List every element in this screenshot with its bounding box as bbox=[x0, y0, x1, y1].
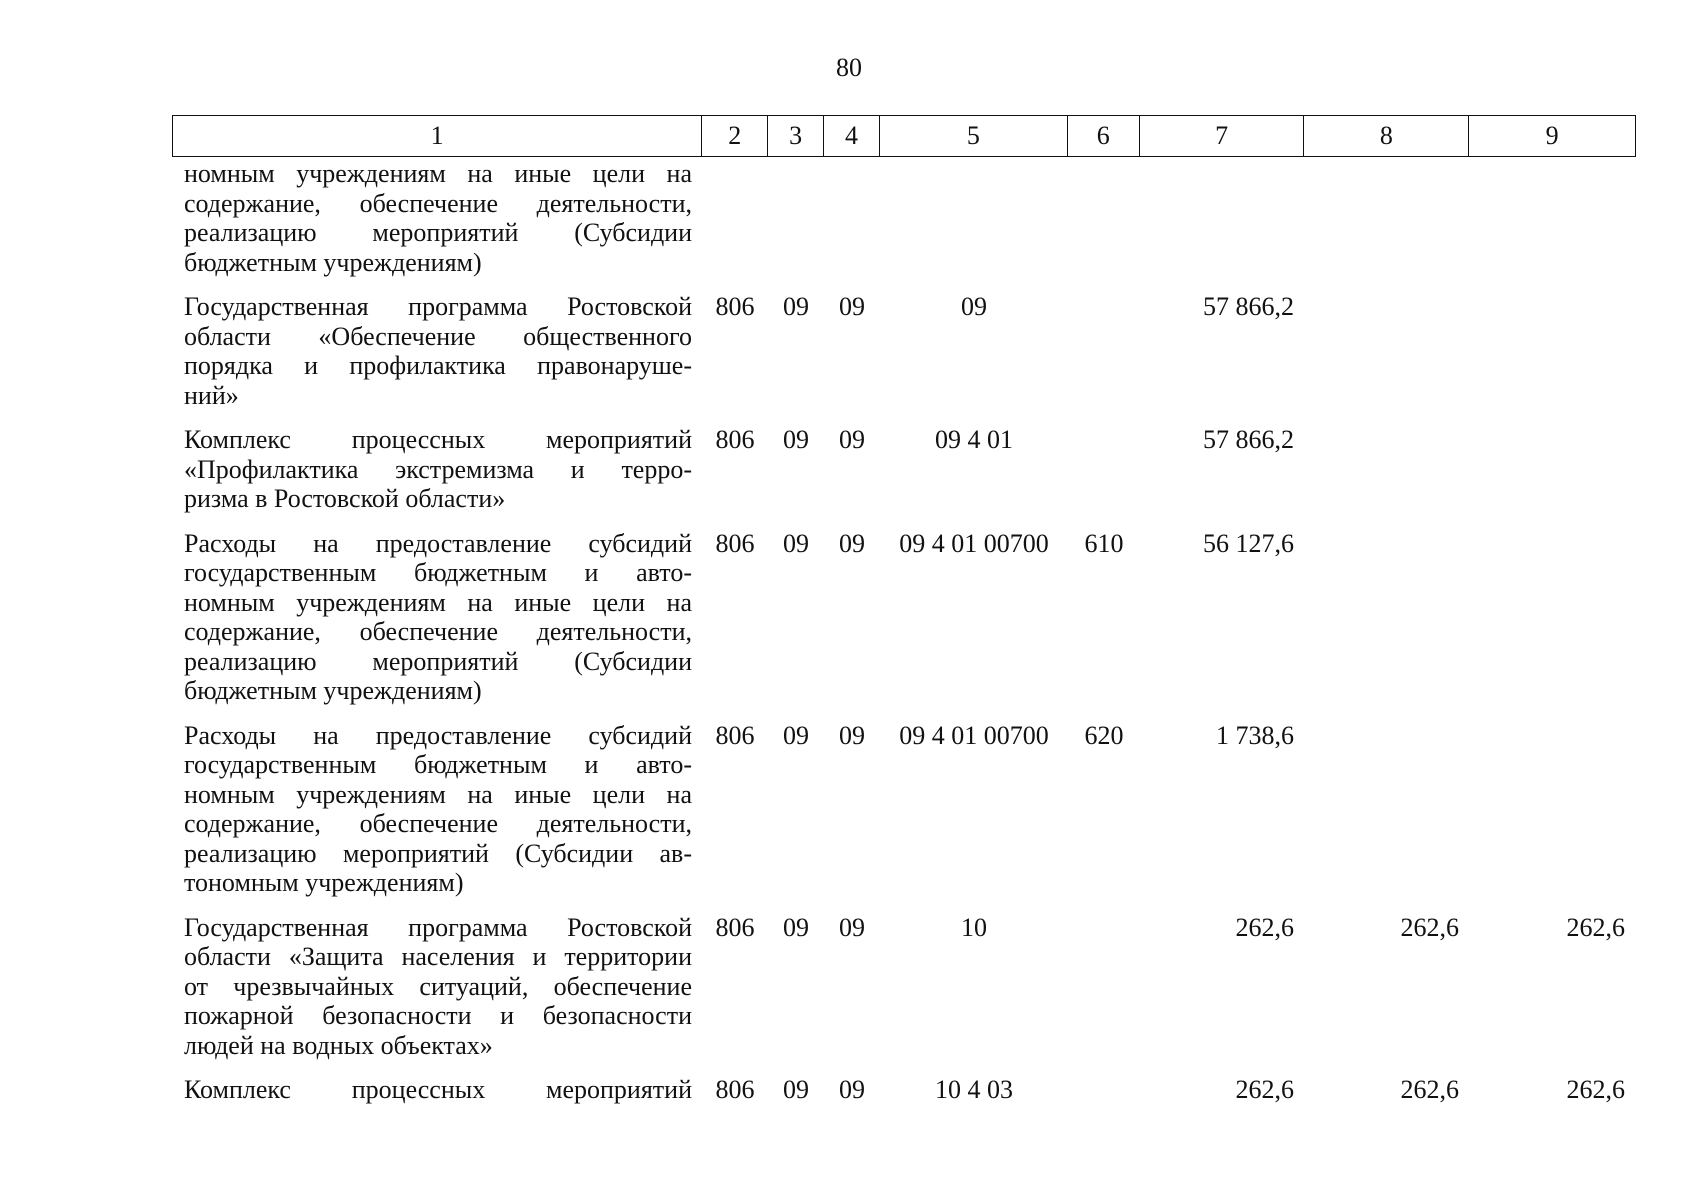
description-line: людей на водных объектах» bbox=[184, 1030, 493, 1060]
cell-subsection-code: 09 bbox=[839, 425, 865, 454]
description-line: номным учреждениям на иные цели на bbox=[184, 587, 692, 617]
cell-amount-col7 bbox=[1140, 159, 1305, 277]
table-header-row bbox=[172, 115, 1636, 157]
description-line: Государственная программа Ростовской bbox=[184, 912, 692, 942]
description-line: бюджетным учреждениям) bbox=[184, 676, 482, 705]
cell-amount-col8 bbox=[1305, 159, 1470, 277]
cell-amount-col9: 262,6 bbox=[1566, 912, 1625, 942]
cell-amount-col7: 56 127,6 bbox=[1203, 528, 1294, 558]
table-row bbox=[172, 425, 1636, 514]
cell-ministry-code: 806 bbox=[715, 292, 755, 321]
cell-section-code: 09 bbox=[783, 1075, 809, 1104]
budget-table bbox=[172, 115, 1636, 1105]
cell-amount-col8: 262,6 bbox=[1400, 912, 1459, 942]
description-line: порядка и профилактика правонаруше- bbox=[184, 351, 692, 380]
cell-subsection-code: 09 bbox=[839, 912, 865, 942]
row-description bbox=[172, 529, 702, 706]
description-line: реализацию мероприятий (Субсидии bbox=[184, 218, 692, 247]
description-line: Комплекс процессных мероприятий bbox=[184, 425, 692, 454]
description-line: содержание, обеспечение деятельности, bbox=[184, 809, 692, 838]
description-line: содержание, обеспечение деятельности, bbox=[184, 617, 692, 646]
cell-target-article: 10 4 03 bbox=[935, 1075, 1013, 1104]
cell-section-code bbox=[768, 159, 824, 277]
description-line: номным учреждениям на иные цели на bbox=[184, 779, 692, 809]
cell-target-article: 09 4 01 00700 bbox=[899, 528, 1049, 558]
cell-expense-type bbox=[1068, 913, 1140, 1061]
cell-section-code: 09 bbox=[783, 528, 809, 558]
description-line: Комплекс процессных мероприятий bbox=[184, 1075, 692, 1104]
cell-amount-col8 bbox=[1305, 425, 1470, 514]
description-line: Расходы на предоставление субсидий bbox=[184, 720, 692, 750]
column-header-4: 4 bbox=[824, 116, 880, 156]
cell-target-article: 09 bbox=[961, 292, 987, 321]
row-description bbox=[172, 425, 702, 514]
cell-section-code: 09 bbox=[783, 292, 809, 321]
column-header-6: 6 bbox=[1068, 116, 1140, 156]
cell-expense-type bbox=[1068, 1075, 1140, 1105]
cell-target-article: 10 bbox=[961, 912, 987, 942]
description-line: реализацию мероприятий (Субсидии ав- bbox=[184, 838, 692, 868]
cell-ministry-code: 806 bbox=[715, 425, 755, 454]
table-row bbox=[172, 292, 1636, 410]
page-number: 80 bbox=[836, 53, 862, 82]
cell-amount-col7: 57 866,2 bbox=[1203, 425, 1294, 454]
cell-amount-col9: 262,6 bbox=[1566, 1075, 1625, 1104]
description-line: области «Защита населения и территории bbox=[184, 942, 692, 971]
cell-amount-col9 bbox=[1470, 721, 1636, 898]
cell-amount-col9 bbox=[1470, 529, 1636, 706]
cell-amount-col7: 57 866,2 bbox=[1203, 292, 1294, 321]
row-description bbox=[172, 721, 702, 898]
description-line: государственным бюджетным и авто- bbox=[184, 558, 692, 587]
cell-amount-col8 bbox=[1305, 292, 1470, 410]
cell-ministry-code bbox=[702, 159, 768, 277]
cell-ministry-code: 806 bbox=[715, 720, 755, 750]
column-header-2: 2 bbox=[702, 116, 768, 156]
table-row bbox=[172, 529, 1636, 706]
cell-ministry-code: 806 bbox=[715, 912, 755, 942]
column-header-8: 8 bbox=[1304, 116, 1469, 156]
row-description bbox=[172, 292, 702, 410]
description-line: Государственная программа Ростовской bbox=[184, 292, 692, 321]
description-line: Расходы на предоставление субсидий bbox=[184, 528, 692, 558]
description-line: содержание, обеспечение деятельности, bbox=[184, 188, 692, 218]
row-description bbox=[172, 159, 702, 277]
table-row bbox=[172, 721, 1636, 898]
cell-amount-col8 bbox=[1305, 721, 1470, 898]
cell-amount-col8 bbox=[1305, 529, 1470, 706]
cell-target-article: 09 4 01 00700 bbox=[899, 720, 1049, 750]
description-line: ризма в Ростовской области» bbox=[184, 484, 506, 513]
cell-section-code: 09 bbox=[783, 912, 809, 942]
cell-target-article bbox=[880, 159, 1068, 277]
cell-ministry-code: 806 bbox=[715, 1075, 755, 1104]
cell-ministry-code: 806 bbox=[715, 528, 755, 558]
cell-target-article: 09 4 01 bbox=[935, 425, 1013, 454]
column-header-3: 3 bbox=[768, 116, 824, 156]
table-row bbox=[172, 1075, 1636, 1105]
description-line: «Профилактика экстремизма и терро- bbox=[184, 454, 692, 484]
cell-expense-type: 620 bbox=[1084, 720, 1124, 750]
cell-subsection-code: 09 bbox=[839, 292, 865, 321]
cell-expense-type bbox=[1068, 292, 1140, 410]
table-row bbox=[172, 159, 1636, 277]
cell-amount-col7: 1 738,6 bbox=[1216, 720, 1294, 750]
cell-amount-col9 bbox=[1470, 425, 1636, 514]
description-line: номным учреждениям на иные цели на bbox=[184, 159, 692, 188]
row-description bbox=[172, 913, 702, 1061]
cell-amount-col7: 262,6 bbox=[1235, 1075, 1294, 1104]
cell-expense-type bbox=[1068, 425, 1140, 514]
cell-amount-col7: 262,6 bbox=[1235, 912, 1294, 942]
column-header-5: 5 bbox=[880, 116, 1068, 156]
description-line: реализацию мероприятий (Субсидии bbox=[184, 646, 692, 676]
cell-subsection-code: 09 bbox=[839, 720, 865, 750]
row-description bbox=[172, 1075, 702, 1105]
cell-amount-col8: 262,6 bbox=[1400, 1075, 1459, 1104]
cell-expense-type bbox=[1068, 159, 1140, 277]
description-line: тономным учреждениям) bbox=[184, 868, 464, 897]
description-line: пожарной безопасности и безопасности bbox=[184, 1001, 692, 1030]
column-header-7: 7 bbox=[1140, 116, 1305, 156]
cell-amount-col9 bbox=[1470, 159, 1636, 277]
table-row bbox=[172, 913, 1636, 1061]
cell-amount-col9 bbox=[1470, 292, 1636, 410]
cell-subsection-code: 09 bbox=[839, 528, 865, 558]
cell-expense-type: 610 bbox=[1084, 528, 1124, 558]
column-header-9: 9 bbox=[1545, 121, 1559, 150]
description-line: области «Обеспечение общественного bbox=[184, 321, 692, 351]
cell-section-code: 09 bbox=[783, 425, 809, 454]
description-line: от чрезвычайных ситуаций, обеспечение bbox=[184, 971, 692, 1001]
description-line: бюджетным учреждениям) bbox=[184, 247, 482, 277]
cell-section-code: 09 bbox=[783, 720, 809, 750]
description-line: ний» bbox=[184, 380, 239, 410]
cell-subsection-code: 09 bbox=[839, 1075, 865, 1104]
description-line: государственным бюджетным и авто- bbox=[184, 750, 692, 779]
column-header-1: 1 bbox=[173, 116, 702, 156]
cell-subsection-code bbox=[824, 159, 880, 277]
